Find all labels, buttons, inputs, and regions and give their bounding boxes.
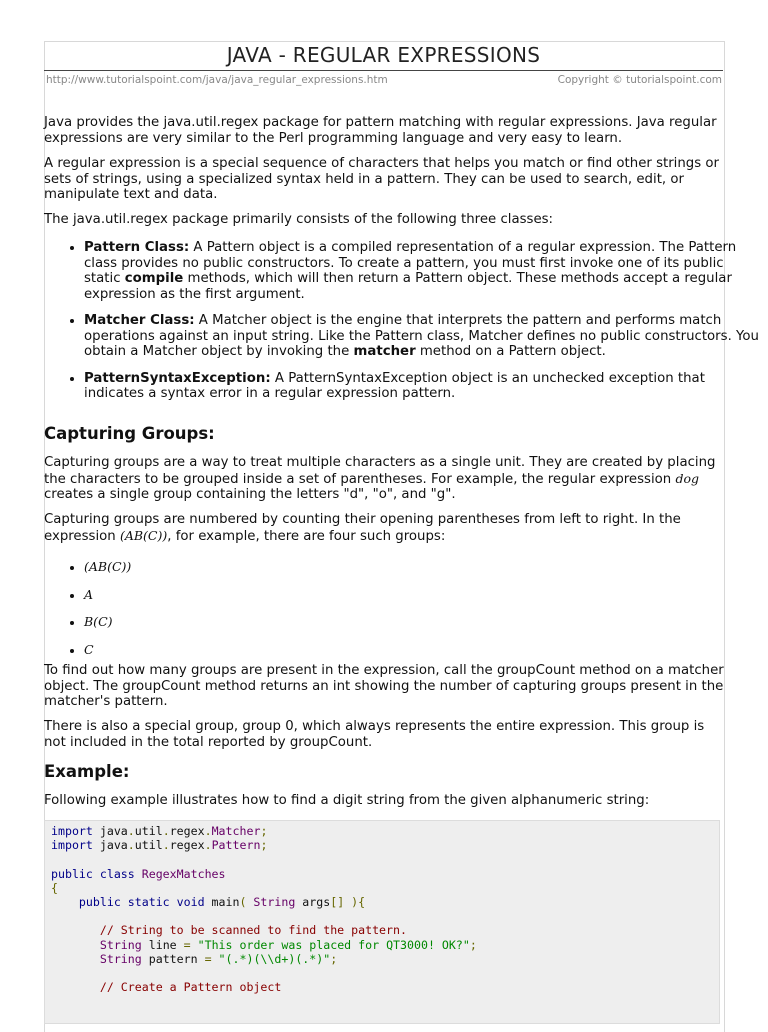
code-line: // String to be scanned to find the pattern.: [51, 923, 407, 938]
code-block: [44, 820, 720, 1024]
code-line: {: [51, 880, 58, 895]
intro-paragraph-2: A regular expression is a special sequence of characters that helps you match or find other strings or sets of strings, using a specialized syntax held in a pattern. They can be used to search, edit, or manipulate text and data.: [44, 156, 719, 202]
page-title: JAVA - REGULAR EXPRESSIONS: [226, 43, 541, 67]
class-name: Matcher Class:: [84, 313, 195, 328]
title-bar: [44, 41, 723, 71]
list-item: • C: [84, 636, 764, 664]
code-line: public static void main( String args[] ){: [51, 894, 366, 909]
list-item: • PatternSyntaxException: A PatternSyntaxException object is an unchecked exception that indicates a syntax error in a regular expression pattern.: [84, 371, 764, 402]
code-blank-line: [51, 966, 719, 980]
capturing-paragraph-2: Capturing groups are numbered by counting their opening parentheses from left to right. In the expression (AB(C)), for example, there are four such groups:: [44, 512, 681, 544]
copyright-notice: Copyright © tutorialspoint.com: [557, 74, 722, 86]
code-line: public class RegexMatches: [51, 866, 226, 881]
example-paragraph: Following example illustrates how to find a digit string from the given alphanumeric string:: [44, 793, 650, 808]
list-item: • (AB(C)): [84, 553, 764, 581]
capturing-paragraph-4: There is also a special group, group 0, which always represents the entire expression. This group is not included in the total reported by groupCount.: [44, 719, 705, 750]
groups-list: [44, 553, 764, 663]
code-line: import java.util.regex.Pattern;: [51, 838, 268, 853]
code-line: String line = "This order was placed for QT3000! OK?";: [51, 937, 477, 952]
intro-paragraph-1: Java provides the java.util.regex package for pattern matching with regular expressions. Java regular expressions are very similar to the Perl programming language and very easy to learn.: [44, 115, 717, 146]
code-line: import java.util.regex.Matcher;: [51, 824, 268, 838]
list-item: • B(C): [84, 608, 764, 636]
class-name: Pattern Class:: [84, 240, 190, 255]
list-item: • Matcher Class: A Matcher object is the engine that interprets the pattern and performs match operations against an input string. Like the Pattern class, Matcher defines no public constructors. You obtain a Matcher object by invoking the matcher method on a Pattern object.: [84, 313, 764, 360]
list-item: • Pattern Class: A Pattern object is a compiled representation of a regular expression. The Pattern class provides no public constructors. To create a pattern, you must first invoke one of its public static compile methods, which will then return a Pattern object. These methods accept a regular expression as the first argument.: [84, 240, 764, 302]
list-item: • A: [84, 581, 764, 609]
capturing-paragraph-1: Capturing groups are a way to treat multiple characters as a single unit. They are created by placing the characters to be grouped inside a set of parentheses. For example, the regular expression dog creates a single group containing the letters "d", "o", and "g".: [44, 455, 716, 502]
classes-list: [44, 240, 764, 402]
code-line: String pattern = "(.*)(\\d+)(.*)";: [51, 951, 338, 966]
source-url: http://www.tutorialspoint.com/java/java_regular_expressions.htm: [46, 74, 388, 86]
code-blank-line: [51, 909, 719, 923]
capturing-groups-heading: Capturing Groups:: [44, 424, 215, 443]
class-name: PatternSyntaxException:: [84, 370, 271, 386]
intro-paragraph-3: The java.util.regex package primarily consists of the following three classes:: [44, 212, 554, 227]
code-blank-line: [51, 852, 719, 866]
example-heading: Example:: [44, 762, 130, 781]
capturing-paragraph-3: To find out how many groups are present in the expression, call the groupCount method on a matcher object. The groupCount method returns an int showing the number of capturing groups present in the matcher's pattern.: [44, 663, 724, 709]
code-line: // Create a Pattern object: [51, 980, 282, 995]
